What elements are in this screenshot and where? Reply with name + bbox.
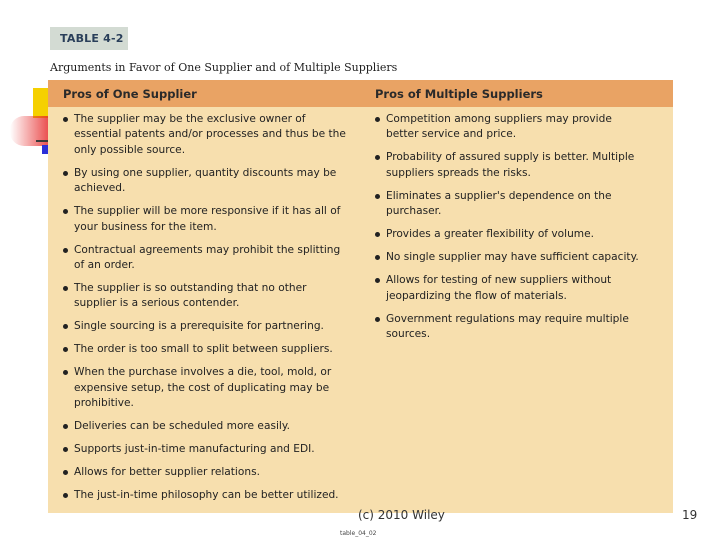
list-item: When the purchase involves a die, tool, mold, or expensive setup, the cost of duplicating may be prohibitive.: [62, 365, 352, 411]
list-item: Single sourcing is a prerequisite for partnering.: [62, 319, 352, 334]
list-item: No single supplier may have sufficient capacity.: [374, 250, 644, 265]
list-item: The supplier is so outstanding that no other supplier is a serious contender.: [62, 281, 352, 312]
multiple-suppliers-list: [374, 112, 644, 342]
list-item: The supplier may be the exclusive owner of essential patents and/or processes and thus be the only possible source.: [62, 112, 352, 158]
header-pros-multiple-suppliers: Pros of Multiple Suppliers: [375, 86, 543, 101]
image-caption: table_04_02: [340, 530, 377, 537]
list-item: Supports just-in-time manufacturing and EDI.: [62, 442, 352, 457]
list-item: The just-in-time philosophy can be better utilized.: [62, 488, 352, 503]
list-item: Eliminates a supplier's dependence on the purchaser.: [374, 189, 644, 220]
multiple-suppliers-column: [360, 107, 644, 511]
list-item: Allows for better supplier relations.: [62, 465, 352, 480]
table-number-label: TABLE 4-2: [50, 27, 128, 50]
list-item: Probability of assured supply is better. Multiple suppliers spreads the risks.: [374, 150, 644, 181]
header-pros-one-supplier: Pros of One Supplier: [63, 86, 197, 101]
list-item: The order is too small to split between suppliers.: [62, 342, 352, 357]
one-supplier-column: [48, 107, 360, 511]
list-item: Competition among suppliers may provide better service and price.: [374, 112, 644, 143]
list-item: Provides a greater flexibility of volume.: [374, 227, 644, 242]
list-item: By using one supplier, quantity discounts may be achieved.: [62, 166, 352, 197]
one-supplier-list: [62, 112, 360, 504]
table-title: Arguments in Favor of One Supplier and of Multiple Suppliers: [50, 61, 398, 74]
list-item: Allows for testing of new suppliers without jeopardizing the flow of materials.: [374, 273, 644, 304]
comparison-table: [48, 80, 673, 513]
list-item: Contractual agreements may prohibit the splitting of an order.: [62, 243, 352, 274]
list-item: The supplier will be more responsive if it has all of your business for the item.: [62, 204, 352, 235]
page-number: 19: [682, 508, 698, 522]
list-item: Deliveries can be scheduled more easily.: [62, 419, 352, 434]
table-header-row: [48, 80, 673, 107]
copyright-footer: (c) 2010 Wiley: [358, 508, 445, 522]
list-item: Government regulations may require multiple sources.: [374, 312, 644, 343]
decorative-yellow-block: [33, 88, 49, 118]
